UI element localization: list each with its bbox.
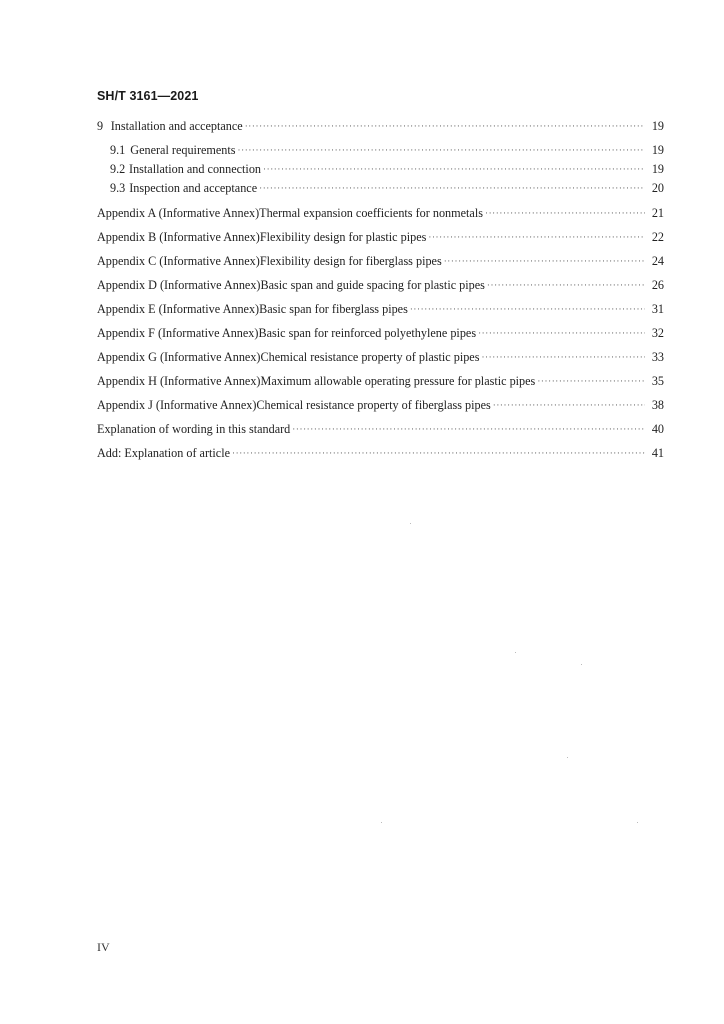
- toc-entry-label: Flexibility design for plastic pipes: [259, 230, 427, 244]
- toc-entry-page: 20: [651, 181, 664, 195]
- toc-entry-page: 19: [651, 162, 664, 176]
- toc-appendix-prefix: Appendix G (Informative Annex): [97, 350, 261, 364]
- toc-entry-page: 35: [651, 374, 664, 388]
- toc-leader-dots: [238, 142, 645, 158]
- toc-entry-label: Thermal expansion coefficients for nonmetals: [259, 206, 483, 220]
- toc-entry-label: Chemical resistance property of fiberglass pipes: [256, 398, 491, 412]
- toc-entry-label: Basic span and guide spacing for plastic pipes: [260, 278, 485, 292]
- toc-entry-appendix-b[interactable]: [97, 229, 664, 246]
- toc-entry-page: 26: [651, 278, 664, 292]
- toc-appendix-prefix: Appendix H (Informative Annex): [97, 374, 261, 388]
- toc-entry-appendix-c[interactable]: [97, 253, 664, 270]
- toc-appendix-prefix: Appendix E (Informative Annex): [97, 302, 260, 316]
- toc-entry-section-9-2[interactable]: [110, 161, 664, 178]
- toc-entry-number: 9.2: [110, 162, 126, 176]
- scan-speck: [515, 652, 516, 653]
- toc-appendix-prefix: Appendix D (Informative Annex): [97, 278, 261, 292]
- toc-leader-dots: [245, 118, 645, 134]
- toc-entry-appendix-f[interactable]: [97, 325, 664, 342]
- toc-entry-appendix-a[interactable]: [97, 205, 664, 222]
- toc-leader-dots: [292, 421, 645, 437]
- toc-leader-dots: [478, 325, 645, 341]
- scan-speck: [381, 822, 382, 823]
- scan-speck: [567, 757, 568, 758]
- toc-leader-dots: [481, 349, 645, 365]
- toc-entry-article-explanation[interactable]: [97, 445, 664, 462]
- toc-entry-label: Installation and connection: [129, 162, 262, 176]
- toc-leader-dots: [410, 301, 645, 317]
- page-number-roman: IV: [97, 940, 110, 954]
- toc-entry-page: 22: [651, 230, 664, 244]
- toc-entry-page: 38: [651, 398, 664, 412]
- toc-appendix-prefix: Appendix C (Informative Annex): [97, 254, 260, 268]
- toc-leader-dots: [487, 277, 645, 293]
- toc-entry-appendix-j[interactable]: [97, 397, 664, 414]
- toc-leader-dots: [493, 397, 645, 413]
- toc-leader-dots: [485, 205, 645, 221]
- toc-entry-page: 32: [651, 326, 664, 340]
- toc-entry-number: 9: [97, 119, 104, 133]
- document-code-header: SH/T 3161—2021: [97, 89, 199, 103]
- toc-entry-number: 9.1: [110, 143, 126, 157]
- toc-entry-section-9-1[interactable]: [110, 142, 664, 159]
- toc-entry-label: Flexibility design for fiberglass pipes: [259, 254, 442, 268]
- toc-entry-section-9-3[interactable]: [110, 180, 664, 197]
- scan-speck: [410, 523, 411, 524]
- scan-speck: [637, 822, 638, 823]
- toc-entry-label: Chemical resistance property of plastic pipes: [260, 350, 480, 364]
- toc-entry-label: Maximum allowable operating pressure for plastic pipes: [260, 374, 536, 388]
- toc-entry-appendix-g[interactable]: [97, 349, 664, 366]
- toc-entry-label: Installation and acceptance: [110, 119, 243, 133]
- toc-appendix-prefix: Appendix B (Informative Annex): [97, 230, 260, 244]
- toc-leader-dots: [232, 445, 645, 461]
- toc-entry-page: 40: [651, 422, 664, 436]
- toc-entry-wording-explanation[interactable]: [97, 421, 664, 438]
- toc-appendix-prefix: Appendix J (Informative Annex): [97, 398, 257, 412]
- toc-entry-appendix-h[interactable]: [97, 373, 664, 390]
- toc-leader-dots: [263, 161, 645, 177]
- toc-appendix-prefix: Appendix A (Informative Annex): [97, 206, 260, 220]
- toc-entry-appendix-d[interactable]: [97, 277, 664, 294]
- toc-entry-page: 19: [651, 143, 664, 157]
- toc-entry-label: General requirements: [130, 143, 236, 157]
- toc-leader-dots: [259, 180, 645, 196]
- toc-entry-page: 24: [651, 254, 664, 268]
- toc-entry-page: 31: [651, 302, 664, 316]
- toc-leader-dots: [537, 373, 645, 389]
- scan-speck: [581, 664, 582, 665]
- toc-entry-label: Inspection and acceptance: [129, 181, 258, 195]
- toc-entry-appendix-e[interactable]: [97, 301, 664, 318]
- toc-entry-page: 19: [651, 119, 664, 133]
- toc-appendix-prefix: Appendix F (Informative Annex): [97, 326, 259, 340]
- toc-entry-page: 21: [651, 206, 664, 220]
- toc-entry-section-9[interactable]: [97, 118, 664, 135]
- toc-leader-dots: [444, 253, 645, 269]
- toc-entry-number: 9.3: [110, 181, 126, 195]
- toc-leader-dots: [428, 229, 645, 245]
- toc-entry-page: 41: [651, 446, 664, 460]
- toc-entry-page: 33: [651, 350, 664, 364]
- toc-entry-label: Add: Explanation of article: [97, 446, 231, 460]
- toc-entry-label: Basic span for reinforced polyethylene pipes: [258, 326, 477, 340]
- toc-entry-label: Explanation of wording in this standard: [97, 422, 291, 436]
- toc-entry-label: Basic span for fiberglass pipes: [259, 302, 408, 316]
